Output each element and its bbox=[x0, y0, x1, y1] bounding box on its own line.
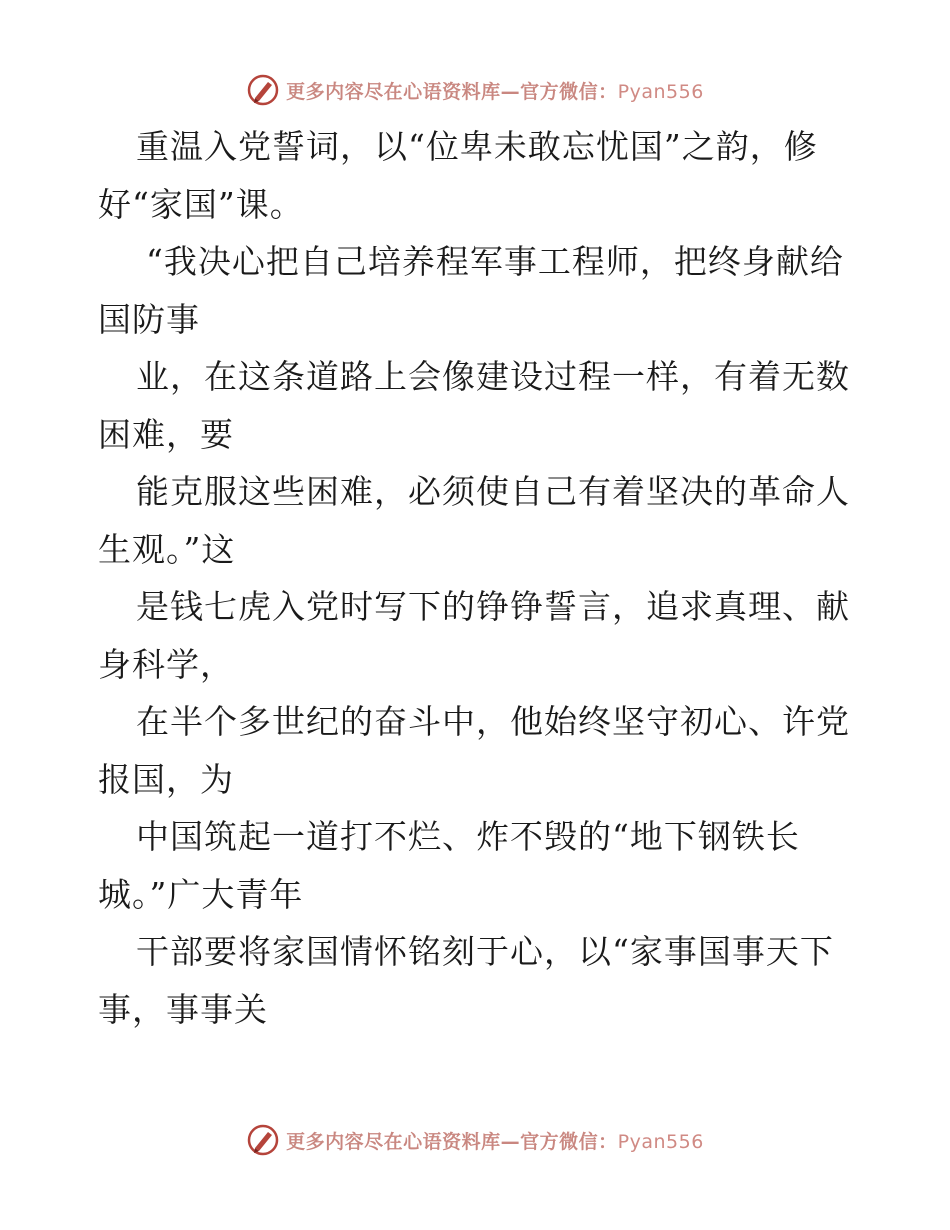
document-body bbox=[98, 118, 858, 1038]
banner-text: 更多内容尽在心语资料库—官方微信：Pyan556 bbox=[286, 80, 704, 103]
text-line: 城。”广大青年 bbox=[98, 874, 304, 914]
text-line: 业，在这条道路上会像建设过程一样，有着无数 bbox=[136, 357, 850, 396]
banner-text: 更多内容尽在心语资料库—官方微信：Pyan556 bbox=[286, 1130, 704, 1153]
text-line: 能克服这些困难，必须使自己有着坚决的革命人 bbox=[136, 472, 850, 511]
header-banner bbox=[0, 70, 950, 110]
text-line: 干部要将家国情怀铭刻于心，以“家事国事天下 bbox=[136, 932, 834, 971]
pen-logo-icon bbox=[246, 73, 280, 107]
text-line: 国防事 bbox=[98, 299, 200, 339]
pen-logo-icon bbox=[246, 1123, 280, 1157]
text-line: “我决心把自己培养程军事工程师，把终身献给 bbox=[146, 242, 844, 281]
text-line: 重温入党誓词，以“位卑未敢忘忧国”之韵，修 bbox=[136, 127, 818, 166]
text-line: 身科学， bbox=[98, 644, 234, 684]
text-line: 是钱七虎入党时写下的铮铮誓言，追求真理、献 bbox=[136, 587, 850, 626]
footer-banner bbox=[0, 1120, 950, 1160]
text-line: 中国筑起一道打不烂、炸不毁的“地下钢铁长 bbox=[136, 817, 800, 856]
banner-handle: Pyan556 bbox=[617, 1130, 704, 1153]
text-line: 困难，要 bbox=[98, 414, 234, 454]
text-line: 在半个多世纪的奋斗中，他始终坚守初心、许党 bbox=[136, 702, 850, 741]
banner-handle: Pyan556 bbox=[617, 80, 704, 103]
text-line: 报国，为 bbox=[98, 759, 234, 799]
text-line: 生观。”这 bbox=[98, 529, 236, 569]
text-line: 事，事事关 bbox=[98, 989, 268, 1029]
text-line: 好“家国”课。 bbox=[98, 184, 304, 224]
